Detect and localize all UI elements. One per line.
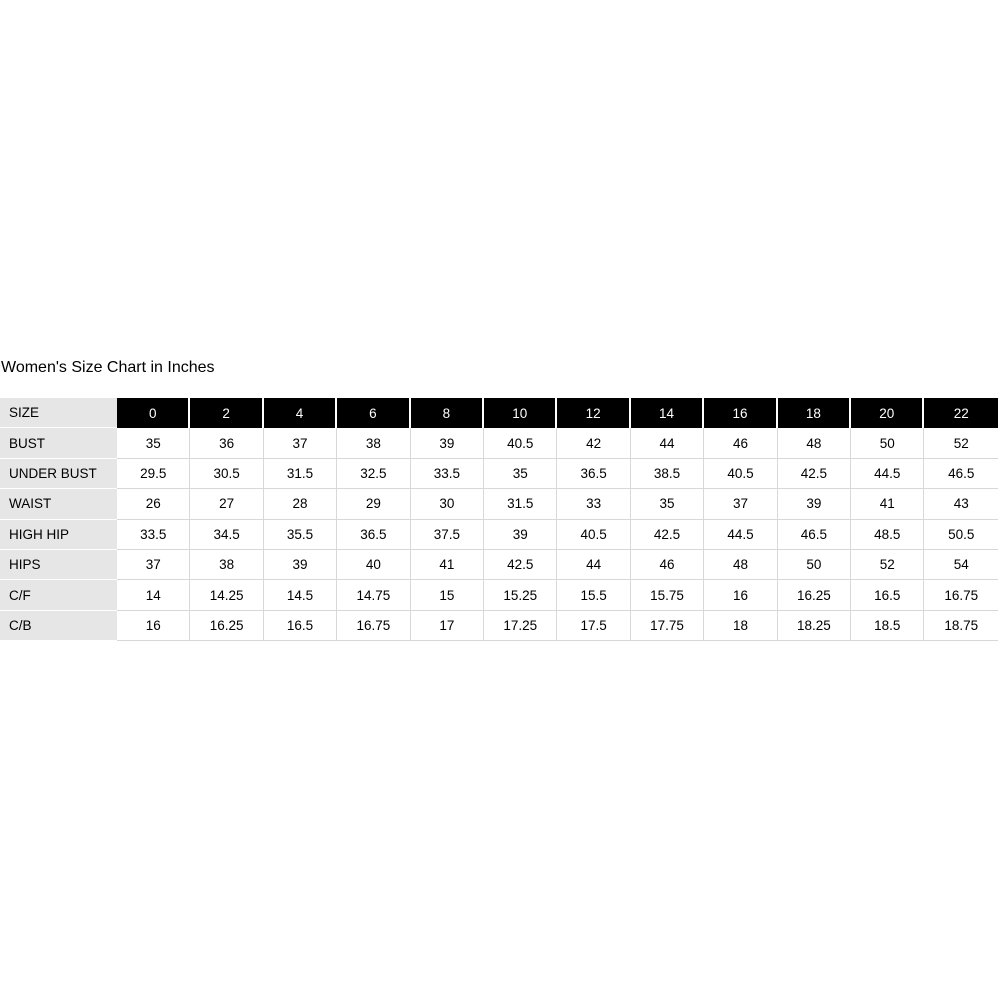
size-chart-body: [0, 428, 998, 641]
table-row: [0, 489, 998, 519]
size-header-cell: 16: [704, 398, 777, 428]
measurement-value: 17.25: [484, 611, 557, 641]
measurement-value: 14: [117, 580, 190, 610]
measurement-value: 35: [117, 428, 190, 458]
measurement-value: 32.5: [337, 459, 410, 489]
measurement-value: 17.5: [557, 611, 630, 641]
size-chart-table: [0, 398, 998, 641]
chart-title: Women's Size Chart in Inches: [1, 359, 215, 376]
measurement-value: 26: [117, 489, 190, 519]
measurement-value: 33.5: [117, 520, 190, 550]
measurement-value: 35: [484, 459, 557, 489]
measurement-value: 29: [337, 489, 410, 519]
measurement-value: 31.5: [484, 489, 557, 519]
measurement-value: 15: [411, 580, 484, 610]
size-header-cell: 2: [190, 398, 263, 428]
measurement-value: 42: [557, 428, 630, 458]
measurement-value: 39: [264, 550, 337, 580]
size-header-cell: 0: [117, 398, 190, 428]
measurement-label: HIPS: [0, 550, 117, 580]
measurement-value: 39: [778, 489, 851, 519]
measurement-value: 38: [337, 428, 410, 458]
measurement-value: 48: [704, 550, 777, 580]
measurement-value: 18: [704, 611, 777, 641]
measurement-value: 15.75: [631, 580, 704, 610]
measurement-value: 16.75: [924, 580, 998, 610]
table-row: [0, 611, 998, 641]
measurement-value: 44: [631, 428, 704, 458]
measurement-value: 41: [411, 550, 484, 580]
measurement-value: 40.5: [484, 428, 557, 458]
measurement-value: 42.5: [484, 550, 557, 580]
measurement-label: C/B: [0, 611, 117, 641]
measurement-value: 41: [851, 489, 924, 519]
measurement-value: 33.5: [411, 459, 484, 489]
measurement-value: 43: [924, 489, 998, 519]
measurement-value: 17: [411, 611, 484, 641]
size-header-label: SIZE: [0, 398, 117, 428]
size-header-cell: 4: [264, 398, 337, 428]
measurement-value: 14.25: [190, 580, 263, 610]
measurement-value: 46.5: [778, 520, 851, 550]
measurement-value: 17.75: [631, 611, 704, 641]
size-header-cell: 22: [924, 398, 998, 428]
measurement-value: 31.5: [264, 459, 337, 489]
measurement-value: 39: [484, 520, 557, 550]
measurement-value: 35: [631, 489, 704, 519]
measurement-value: 50: [851, 428, 924, 458]
measurement-value: 30.5: [190, 459, 263, 489]
measurement-value: 15.5: [557, 580, 630, 610]
measurement-value: 42.5: [778, 459, 851, 489]
table-row: [0, 428, 998, 458]
measurement-value: 42.5: [631, 520, 704, 550]
measurement-value: 36.5: [337, 520, 410, 550]
measurement-value: 54: [924, 550, 998, 580]
size-header-cell: 12: [557, 398, 630, 428]
measurement-value: 15.25: [484, 580, 557, 610]
size-header-cell: 20: [851, 398, 924, 428]
measurement-value: 37: [704, 489, 777, 519]
measurement-value: 40.5: [704, 459, 777, 489]
table-row: [0, 550, 998, 580]
measurement-value: 37: [117, 550, 190, 580]
table-row: [0, 520, 998, 550]
measurement-value: 38.5: [631, 459, 704, 489]
measurement-value: 16.75: [337, 611, 410, 641]
measurement-value: 44: [557, 550, 630, 580]
measurement-value: 30: [411, 489, 484, 519]
measurement-value: 33: [557, 489, 630, 519]
measurement-value: 52: [851, 550, 924, 580]
measurement-value: 18.5: [851, 611, 924, 641]
measurement-value: 37: [264, 428, 337, 458]
measurement-value: 16.5: [264, 611, 337, 641]
size-header-cell: 18: [778, 398, 851, 428]
measurement-value: 48: [778, 428, 851, 458]
measurement-value: 46: [704, 428, 777, 458]
size-header-cell: 10: [484, 398, 557, 428]
measurement-value: 40.5: [557, 520, 630, 550]
measurement-value: 36: [190, 428, 263, 458]
measurement-value: 38: [190, 550, 263, 580]
measurement-value: 29.5: [117, 459, 190, 489]
measurement-value: 18.25: [778, 611, 851, 641]
measurement-label: BUST: [0, 428, 117, 458]
measurement-value: 52: [924, 428, 998, 458]
size-header-cell: 8: [411, 398, 484, 428]
measurement-value: 46: [631, 550, 704, 580]
measurement-value: 44.5: [704, 520, 777, 550]
size-header-cell: 6: [337, 398, 410, 428]
measurement-value: 48.5: [851, 520, 924, 550]
table-row: [0, 459, 998, 489]
table-row: [0, 580, 998, 610]
measurement-value: 16.25: [190, 611, 263, 641]
measurement-label: UNDER BUST: [0, 459, 117, 489]
measurement-value: 14.5: [264, 580, 337, 610]
measurement-value: 16.5: [851, 580, 924, 610]
measurement-label: HIGH HIP: [0, 520, 117, 550]
measurement-value: 39: [411, 428, 484, 458]
size-header-row: [0, 398, 998, 428]
measurement-value: 44.5: [851, 459, 924, 489]
measurement-value: 50.5: [924, 520, 998, 550]
measurement-value: 37.5: [411, 520, 484, 550]
measurement-value: 16.25: [778, 580, 851, 610]
measurement-value: 16: [704, 580, 777, 610]
measurement-value: 28: [264, 489, 337, 519]
measurement-value: 46.5: [924, 459, 998, 489]
measurement-value: 34.5: [190, 520, 263, 550]
measurement-value: 16: [117, 611, 190, 641]
size-header-cell: 14: [631, 398, 704, 428]
measurement-value: 18.75: [924, 611, 998, 641]
measurement-value: 50: [778, 550, 851, 580]
measurement-value: 35.5: [264, 520, 337, 550]
measurement-value: 14.75: [337, 580, 410, 610]
measurement-value: 27: [190, 489, 263, 519]
measurement-label: C/F: [0, 580, 117, 610]
measurement-value: 36.5: [557, 459, 630, 489]
measurement-label: WAIST: [0, 489, 117, 519]
measurement-value: 40: [337, 550, 410, 580]
